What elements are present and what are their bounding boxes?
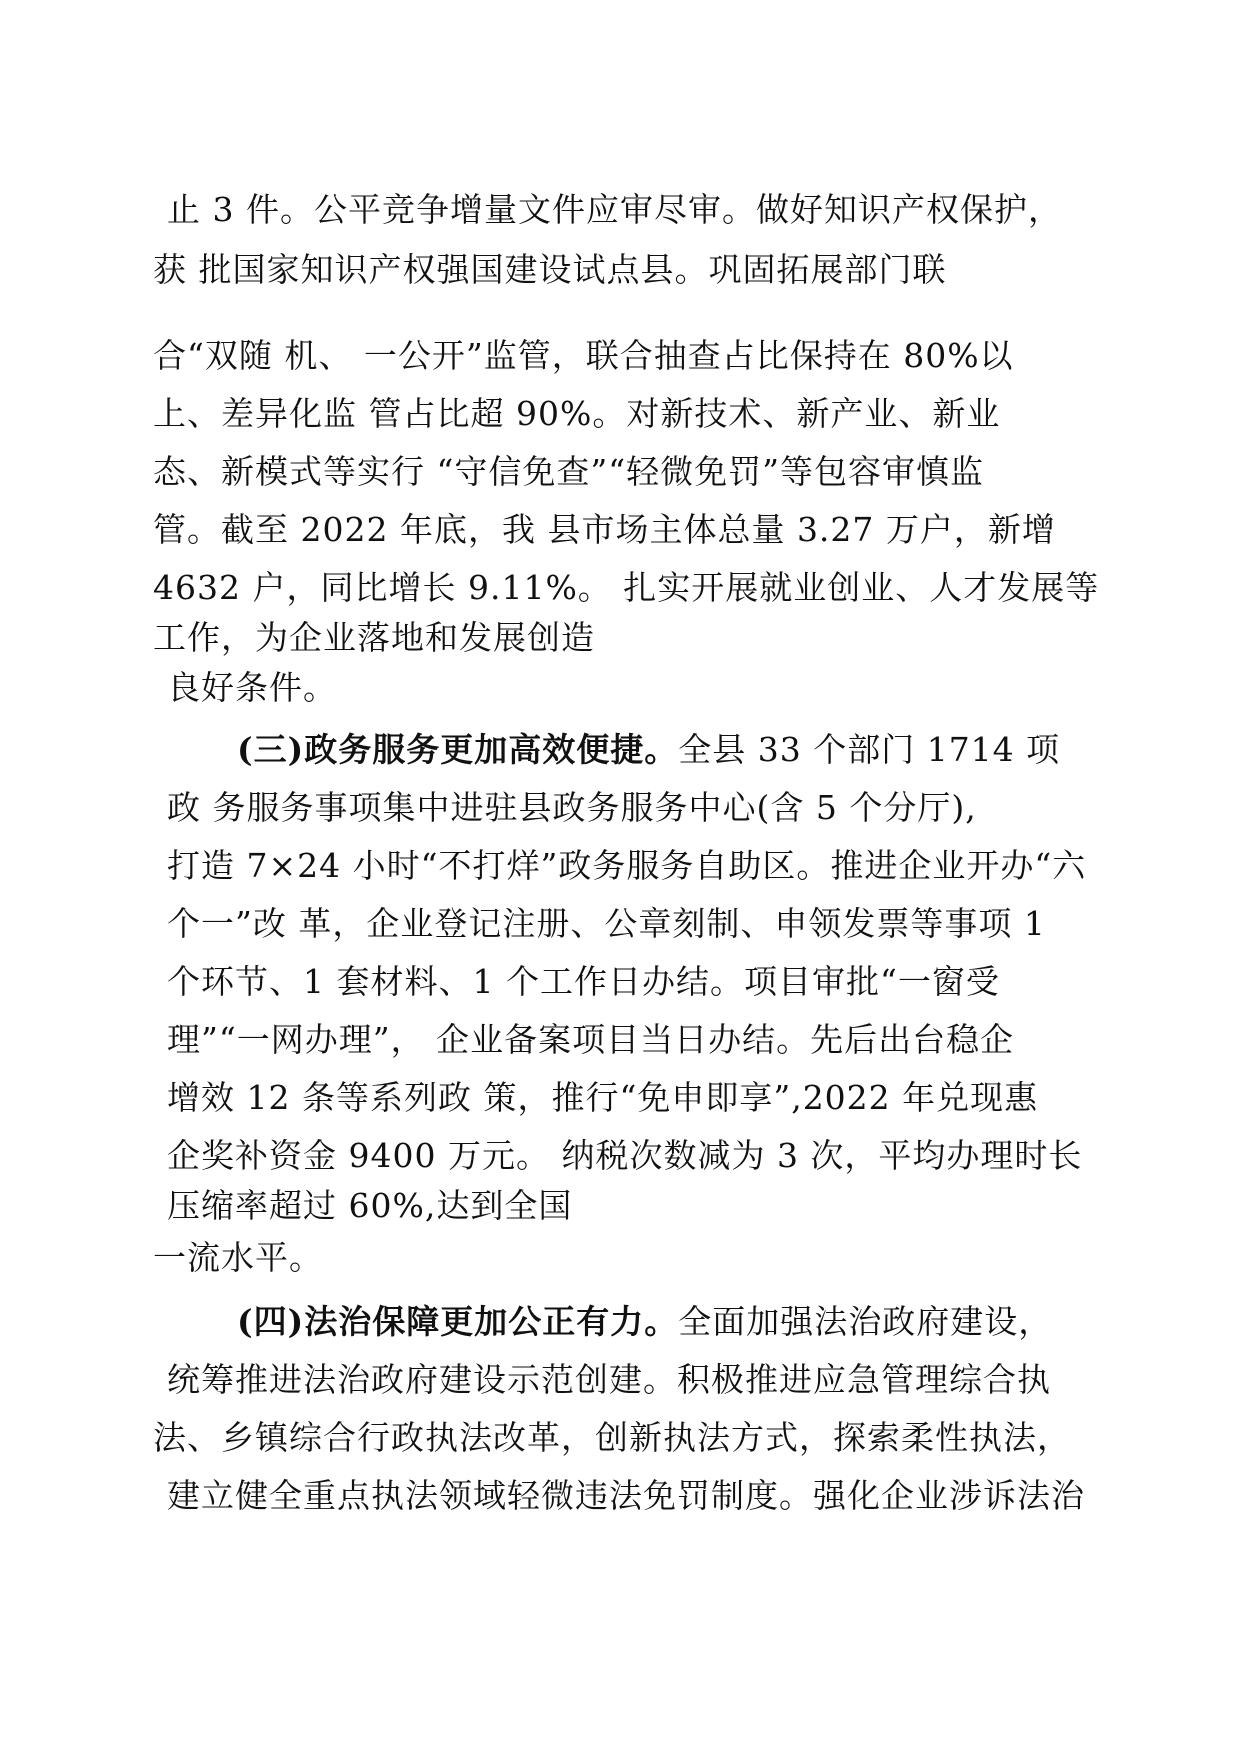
body-line: 企奖补资金 9400 万元。 纳税次数减为 3 次，平均办理时长 bbox=[167, 1136, 1083, 1175]
section-3-heading: (三)政务服务更加高效便捷。 bbox=[237, 730, 679, 769]
body-line: 统筹推进法治政府建设示范创建。积极推进应急管理综合执 bbox=[167, 1360, 1051, 1399]
body-line: 态、新模式等实行 “守信免查”“轻微免罚”等包容审慎监 bbox=[153, 452, 984, 491]
body-line: 一流水平。 bbox=[153, 1238, 323, 1277]
section-3-first-line bbox=[237, 728, 1060, 772]
body-line: 良好条件。 bbox=[167, 668, 337, 707]
body-line: 压缩率超过 60%,达到全国 bbox=[167, 1186, 573, 1225]
section-4-first-line bbox=[237, 1300, 1052, 1344]
body-line: 工作，为企业落地和发展创造 bbox=[153, 618, 595, 657]
body-line: 止 3 件。公平竞争增量文件应审尽审。做好知识产权保护， bbox=[167, 190, 1062, 229]
body-line: 增效 12 条等系列政 策，推行“免申即享”,2022 年兑现惠 bbox=[167, 1078, 1039, 1117]
body-line: 4632 户，同比增长 9.11%。 扎实开展就业创业、人才发展等 bbox=[153, 568, 1100, 607]
body-line: 上、差异化监 管占比超 90%。对新技术、新产业、新业 bbox=[153, 394, 1001, 433]
body-line: 建立健全重点执法领域轻微违法免罚制度。强化企业涉诉法治 bbox=[167, 1476, 1085, 1515]
body-line: 管。截至 2022 年底，我 县市场主体总量 3.27 万户，新增 bbox=[153, 510, 1056, 549]
body-line: 获 批国家知识产权强国建设试点县。巩固拓展部门联 bbox=[153, 250, 947, 289]
body-line: 政 务服务事项集中进驻县政务服务中心(含 5 个分厅), bbox=[167, 788, 977, 827]
body-line: 个环节、1 套材料、1 个工作日办结。项目审批“一窗受 bbox=[167, 962, 1000, 1001]
section-4-first-line-text: 全面加强法治政府建设， bbox=[678, 1302, 1053, 1341]
body-line: 法、乡镇综合行政执法改革，创新执法方式，探索柔性执法， bbox=[153, 1418, 1071, 1457]
section-3-first-line-text: 全县 33 个部门 1714 项 bbox=[678, 730, 1061, 769]
body-line: 个一”改 革，企业登记注册、公章刻制、申领发票等事项 1 bbox=[167, 904, 1046, 943]
body-line: 打造 7×24 小时“不打烊”政务服务自助区。推进企业开办“六 bbox=[167, 846, 1087, 885]
body-line: 理”“一网办理”， 企业备案项目当日办结。先后出台稳企 bbox=[167, 1020, 1015, 1059]
section-4-heading: (四)法治保障更加公正有力。 bbox=[237, 1302, 679, 1341]
body-line: 合“双随 机、 一公开”监管，联合抽查占比保持在 80%以 bbox=[153, 336, 1014, 375]
